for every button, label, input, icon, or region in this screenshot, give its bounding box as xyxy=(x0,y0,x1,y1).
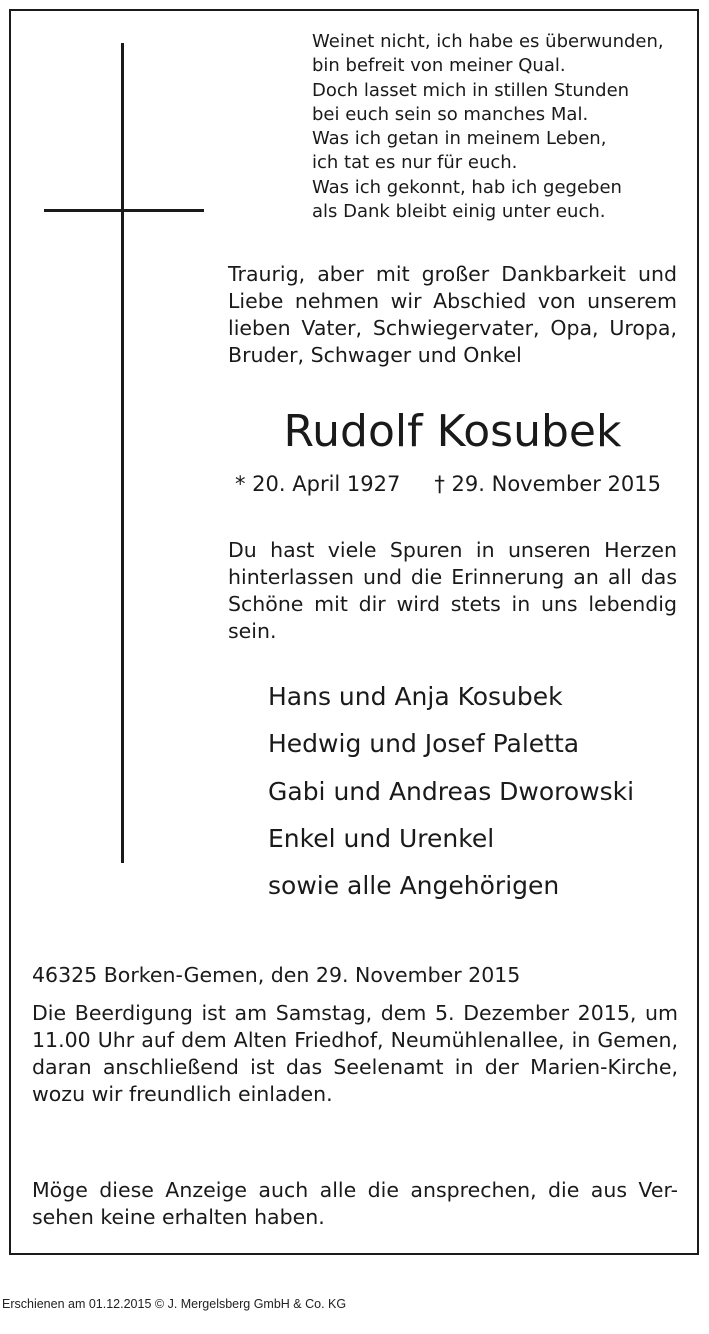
family-member: Hedwig und Josef Paletta xyxy=(268,729,580,759)
cross-icon-horizontal-bar xyxy=(44,209,204,212)
family-member: Gabi und Andreas Dworowski xyxy=(268,776,635,806)
publication-footer: Erschienen am 01.12.2015 © J. Mergelsberg GmbH & Co. KG xyxy=(2,1297,347,1311)
poem-line: bin befreit von meiner Qual. xyxy=(312,55,566,77)
cross-icon-vertical-bar xyxy=(121,43,124,863)
family-member: Enkel und Urenkel xyxy=(268,823,495,853)
note-text: Möge diese Anzeige auch alle die ansprechen, die aus Ver-sehen keine erhalten haben. xyxy=(32,1178,678,1229)
poem-line: als Dank bleibt einig unter euch. xyxy=(312,201,606,223)
deceased-name: Rudolf Kosubek xyxy=(283,406,622,457)
poem-line: Weinet nicht, ich habe es überwunden, xyxy=(312,31,664,52)
death-date: † 29. November 2015 xyxy=(434,472,661,496)
poem-line: Was ich gekonnt, hab ich gegeben xyxy=(312,176,622,198)
intro-text: Traurig, aber mit großer Dankbarkeit und Liebe nehmen wir Abschied von unserem lieben Vater, Schwiegervater, Opa, Uropa, Bruder, Schwager und Onkel xyxy=(228,262,677,367)
poem-line: Doch lasset mich in stillen Stunden xyxy=(312,79,630,101)
poem-line: ich tat es nur für euch. xyxy=(312,152,518,174)
family-list xyxy=(268,673,634,909)
traces-text: Du hast viele Spuren in unseren Herzen hinterlassen und die Erinnerung an all das Schöne mit dir wird stets in uns lebendig sein. xyxy=(228,538,677,643)
place-date: 46325 Borken-Gemen, den 29. November 2015 xyxy=(32,963,521,987)
family-member: sowie alle Angehörigen xyxy=(268,871,560,901)
poem xyxy=(312,30,692,224)
family-member: Hans und Anja Kosubek xyxy=(268,682,563,711)
poem-line: bei euch sein so manches Mal. xyxy=(312,103,589,125)
burial-text: Die Beerdigung ist am Samstag, dem 5. Dezember 2015, um 11.00 Uhr auf dem Alten Friedhof, Neumühlenallee, in Gemen, daran anschließend ist das Seelenamt in der Marien-Kirche, wozu wir freundlich einladen. xyxy=(32,1001,678,1106)
poem-line: Was ich getan in meinem Leben, xyxy=(312,128,607,150)
birth-date: * 20. April 1927 xyxy=(235,472,401,496)
life-dates xyxy=(235,470,685,498)
